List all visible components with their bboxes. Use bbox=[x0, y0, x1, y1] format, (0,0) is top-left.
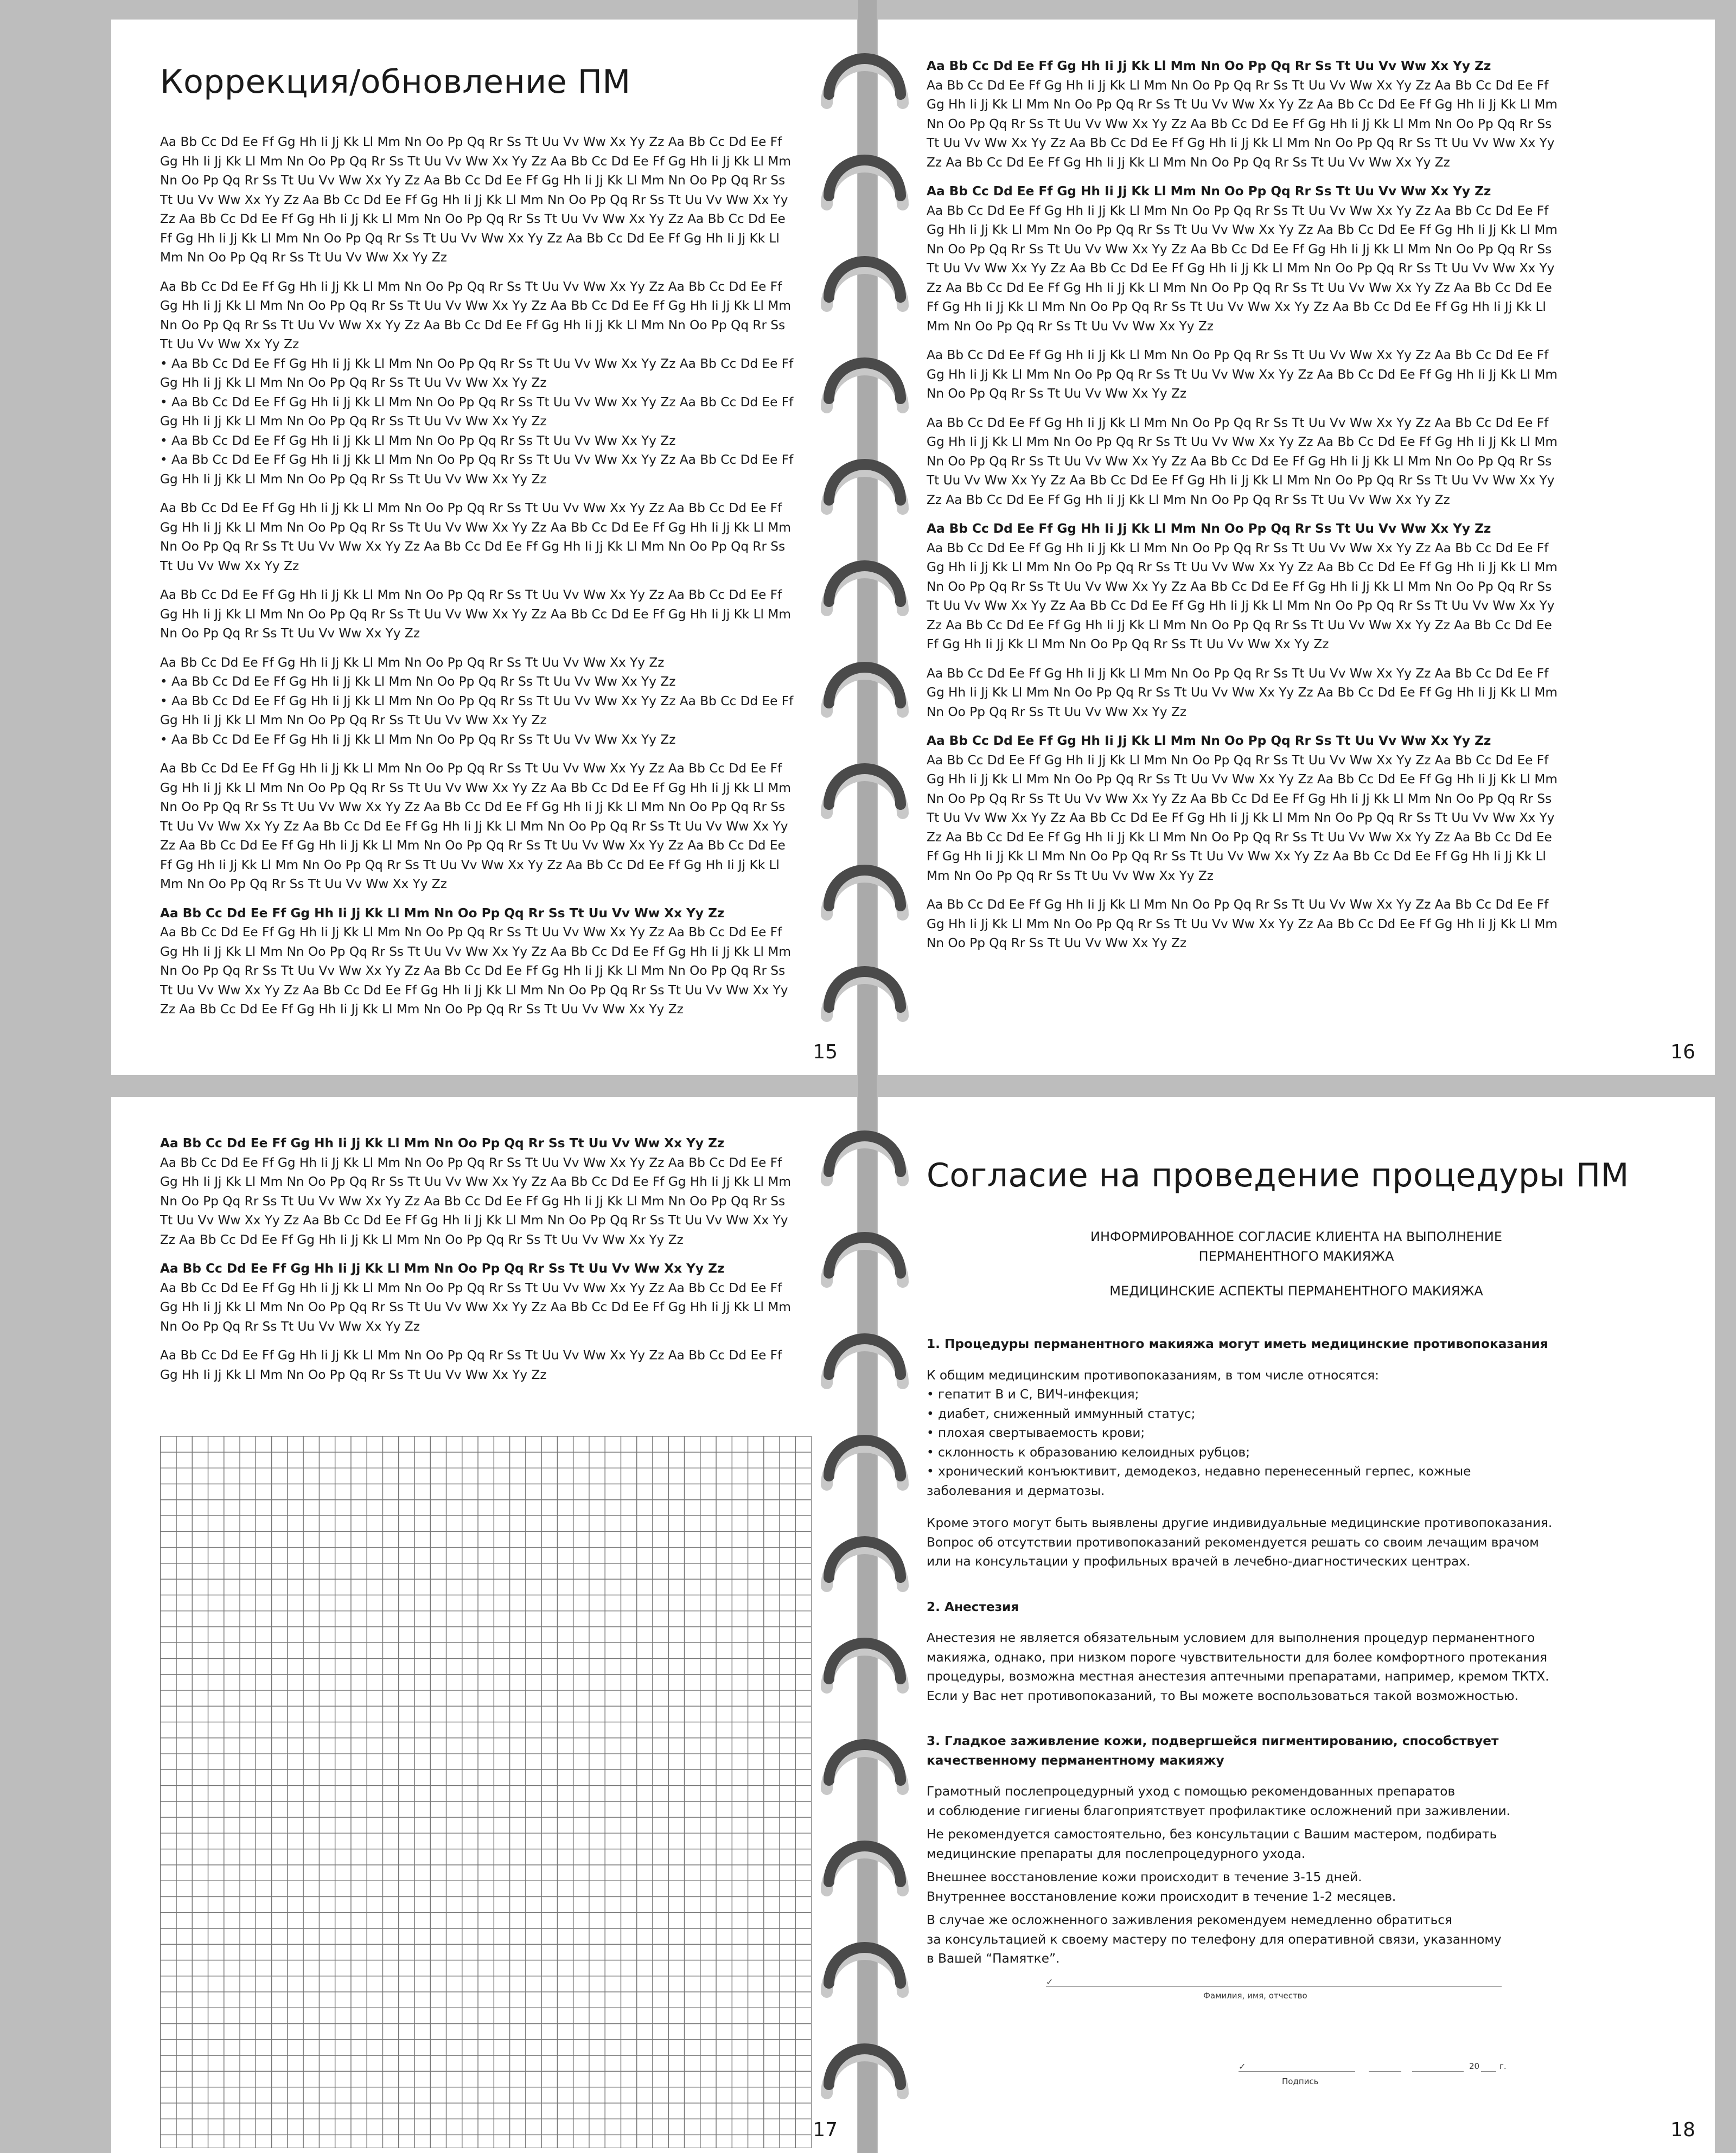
page-number: 18 bbox=[1670, 2119, 1695, 2141]
section-3-title: 3. Гладкое заживление кожи, подвергшейся пигментированию, способствует качественному перманентному макияжу bbox=[927, 1734, 1499, 1768]
graph-paper-grid bbox=[160, 1436, 812, 2148]
paragraph: Aa Bb Cc Dd Ee Ff Gg Hh Ii Jj Kk Ll Mm Nn Oo Pp Qq Rr Ss Tt Uu Vv Ww Xx Yy Zz Aa Bb Cc Dd Ee Ff Gg Hh Ii Jj Kk Ll Mm Nn Oo Pp Qq Rr Ss Tt Uu Vv Ww Xx Yy Zz Aa Bb Cc Dd Ee Ff Gg Hh Ii Jj Kk Ll Mm Nn Oo Pp Qq Rr Ss Tt Uu Vv Ww Xx Yy Zz Aa Bb Cc Dd Ee Ff Gg Hh Ii Jj Kk Ll Mm Nn Oo Pp Qq Rr Ss Tt Uu Vv Ww Xx Yy Zz Aa Bb Cc Dd Ee Ff Gg Hh Ii Jj Kk Ll Mm Nn Oo Pp Qq Rr Ss Tt Uu Vv Ww Xx Yy Zz Aa Bb Cc Dd Ee Ff Gg Hh Ii Jj Kk Ll Mm Nn Oo Pp Qq Rr Ss Tt Uu Vv Ww Xx Yy Zz bbox=[160, 925, 791, 1017]
paragraph: Aa Bb Cc Dd Ee Ff Gg Hh Ii Jj Kk Ll Mm Nn Oo Pp Qq Rr Ss Tt Uu Vv Ww Xx Yy Zz Aa Bb Cc Dd Ee Ff Gg Hh Ii Jj Kk Ll Mm Nn Oo Pp Qq Rr Ss Tt Uu Vv Ww Xx Yy Zz bbox=[160, 1348, 782, 1382]
spiral-ring bbox=[818, 1528, 911, 1593]
spiral-ring bbox=[818, 1832, 911, 1897]
paragraph: Aa Bb Cc Dd Ee Ff Gg Hh Ii Jj Kk Ll Mm Nn Oo Pp Qq Rr Ss Tt Uu Vv Ww Xx Yy Zz Aa Bb Cc Dd Ee Ff Gg Hh Ii Jj Kk Ll Mm Nn Oo Pp Qq Rr Ss Tt Uu Vv Ww Xx Yy Zz Aa Bb Cc Dd Ee Ff Gg Hh Ii Jj Kk Ll Mm Nn Oo Pp Qq Rr Ss Tt Uu Vv Ww Xx Yy Zz Aa Bb Cc Dd Ee Ff Gg Hh Ii Jj Kk Ll Mm Nn Oo Pp Qq Rr Ss Tt Uu Vv Ww Xx Yy Zz Aa Bb Cc Dd Ee Ff Gg Hh Ii Jj Kk Ll Mm Nn Oo Pp Qq Rr Ss Tt Uu Vv Ww Xx Yy Zz Aa Bb Cc Dd Ee Ff Gg Hh Ii Jj Kk Ll Mm Nn Oo Pp Qq Rr Ss Tt Uu Vv Ww Xx Yy Zz Aa Bb Cc Dd Ee Ff Gg Hh Ii Jj Kk Ll Mm Nn Oo Pp Qq Rr Ss Tt Uu Vv Ww Xx Yy Zz Aa Bb Cc Dd Ee Ff Gg Hh Ii Jj Kk Ll Mm Nn Oo Pp Qq Rr Ss Tt Uu Vv Ww Xx Yy Zz bbox=[927, 203, 1558, 334]
signature-label: Подпись bbox=[1282, 2077, 1319, 2086]
paragraph-heading: Aa Bb Cc Dd Ee Ff Gg Hh Ii Jj Kk Ll Mm Nn Oo Pp Qq Rr Ss Tt Uu Vv Ww Xx Yy Zz bbox=[160, 1136, 725, 1151]
checkmark-icon: ✓ bbox=[1046, 1977, 1054, 1987]
date-day-line[interactable] bbox=[1369, 2071, 1401, 2072]
spiral-ring bbox=[818, 1122, 911, 1187]
page-18-content bbox=[927, 1157, 1666, 1978]
bullet-list: • Aa Bb Cc Dd Ee Ff Gg Hh Ii Jj Kk Ll Mm Nn Oo Pp Qq Rr Ss Tt Uu Vv Ww Xx Yy Zz Aa Bb Cc Dd Ee Ff Gg Hh Ii Jj Kk Ll Mm Nn Oo Pp Qq Rr Ss Tt Uu Vv Ww Xx Yy Zz • Aa Bb Cc Dd Ee Ff Gg Hh Ii Jj Kk Ll Mm Nn Oo Pp Qq Rr Ss Tt Uu Vv Ww Xx Yy Zz Aa Bb Cc Dd Ee Ff Gg Hh Ii Jj Kk Ll Mm Nn Oo Pp Qq Rr Ss Tt Uu Vv Ww Xx Yy Zz • Aa Bb Cc Dd Ee Ff Gg Hh Ii Jj Kk Ll Mm Nn Oo Pp Qq Rr Ss Tt Uu Vv Ww Xx Yy Zz • Aa Bb Cc Dd Ee Ff Gg Hh Ii Jj Kk Ll Mm Nn Oo Pp Qq Rr Ss Tt Uu Vv Ww Xx Yy Zz Aa Bb Cc Dd Ee Ff Gg Hh Ii Jj Kk Ll Mm Nn Oo Pp Qq Rr Ss Tt Uu Vv Ww Xx Yy Zz bbox=[160, 356, 794, 487]
section-2-title: 2. Анестезия bbox=[927, 1599, 1019, 1614]
page-17 bbox=[111, 1097, 857, 2153]
spiral-ring bbox=[818, 1325, 911, 1390]
spiral-ring bbox=[818, 1426, 911, 1491]
spiral-ring bbox=[818, 450, 911, 515]
spiral-ring bbox=[818, 2035, 911, 2100]
spiral-ring bbox=[818, 1629, 911, 1694]
page-number: 15 bbox=[813, 1041, 838, 1063]
paragraph: Aa Bb Cc Dd Ee Ff Gg Hh Ii Jj Kk Ll Mm Nn Oo Pp Qq Rr Ss Tt Uu Vv Ww Xx Yy Zz Aa Bb Cc Dd Ee Ff Gg Hh Ii Jj Kk Ll Mm Nn Oo Pp Qq Rr Ss Tt Uu Vv Ww Xx Yy Zz Aa Bb Cc Dd Ee Ff Gg Hh Ii Jj Kk Ll Mm Nn Oo Pp Qq Rr Ss Tt Uu Vv Ww Xx Yy Zz bbox=[160, 1280, 791, 1334]
paragraph: В случае же осложненного заживления рекомендуем немедленно обратиться за консультацией к своему мастеру по телефону для оперативной связи, указанному в Вашей “Памятке”. bbox=[927, 1913, 1502, 1966]
page-number: 17 bbox=[813, 2119, 838, 2141]
paragraph: Aa Bb Cc Dd Ee Ff Gg Hh Ii Jj Kk Ll Mm Nn Oo Pp Qq Rr Ss Tt Uu Vv Ww Xx Yy Zz Aa Bb Cc Dd Ee Ff Gg Hh Ii Jj Kk Ll Mm Nn Oo Pp Qq Rr Ss Tt Uu Vv Ww Xx Yy Zz Aa Bb Cc Dd Ee Ff Gg Hh Ii Jj Kk Ll Mm Nn Oo Pp Qq Rr Ss Tt Uu Vv Ww Xx Yy Zz bbox=[160, 587, 791, 641]
paragraph: Aa Bb Cc Dd Ee Ff Gg Hh Ii Jj Kk Ll Mm Nn Oo Pp Qq Rr Ss Tt Uu Vv Ww Xx Yy Zz Aa Bb Cc Dd Ee Ff Gg Hh Ii Jj Kk Ll Mm Nn Oo Pp Qq Rr Ss Tt Uu Vv Ww Xx Yy Zz Aa Bb Cc Dd Ee Ff Gg Hh Ii Jj Kk Ll Mm Nn Oo Pp Qq Rr Ss Tt Uu Vv Ww Xx Yy Zz Aa Bb Cc Dd Ee Ff Gg Hh Ii Jj Kk Ll Mm Nn Oo Pp Qq Rr Ss Tt Uu Vv Ww Xx Yy Zz Aa Bb Cc Dd Ee Ff Gg Hh Ii Jj Kk Ll Mm Nn Oo Pp Qq Rr Ss Tt Uu Vv Ww Xx Yy Zz Aa Bb Cc Dd Ee Ff Gg Hh Ii Jj Kk Ll Mm Nn Oo Pp Qq Rr Ss Tt Uu Vv Ww Xx Yy Zz Aa Bb Cc Dd Ee Ff Gg Hh Ii Jj Kk Ll Mm Nn Oo Pp Qq Rr Ss Tt Uu Vv Ww Xx Yy Zz Aa Bb Cc Dd Ee Ff Gg Hh Ii Jj Kk Ll Mm Nn Oo Pp Qq Rr Ss Tt Uu Vv Ww Xx Yy Zz bbox=[927, 752, 1558, 883]
paragraph: Aa Bb Cc Dd Ee Ff Gg Hh Ii Jj Kk Ll Mm Nn Oo Pp Qq Rr Ss Tt Uu Vv Ww Xx Yy Zz Aa Bb Cc Dd Ee Ff Gg Hh Ii Jj Kk Ll Mm Nn Oo Pp Qq Rr Ss Tt Uu Vv Ww Xx Yy Zz Aa Bb Cc Dd Ee Ff Gg Hh Ii Jj Kk Ll Mm Nn Oo Pp Qq Rr Ss Tt Uu Vv Ww Xx Yy Zz Aa Bb Cc Dd Ee Ff Gg Hh Ii Jj Kk Ll Mm Nn Oo Pp Qq Rr Ss Tt Uu Vv Ww Xx Yy Zz Aa Bb Cc Dd Ee Ff Gg Hh Ii Jj Kk Ll Mm Nn Oo Pp Qq Rr Ss Tt Uu Vv Ww Xx Yy Zz Aa Bb Cc Dd Ee Ff Gg Hh Ii Jj Kk Ll Mm Nn Oo Pp Qq Rr Ss Tt Uu Vv Ww Xx Yy Zz Aa Bb Cc Dd Ee Ff Gg Hh Ii Jj Kk Ll Mm Nn Oo Pp Qq Rr Ss Tt Uu Vv Ww Xx Yy Zz Aa Bb Cc Dd Ee Ff Gg Hh Ii Jj Kk Ll Mm Nn Oo Pp Qq Rr Ss Tt Uu Vv Ww Xx Yy Zz bbox=[160, 761, 791, 891]
paragraph-heading: Aa Bb Cc Dd Ee Ff Gg Hh Ii Jj Kk Ll Mm Nn Oo Pp Qq Rr Ss Tt Uu Vv Ww Xx Yy Zz bbox=[160, 905, 725, 921]
date-year-suffix: г. bbox=[1499, 2061, 1507, 2071]
signature-line[interactable] bbox=[1239, 2071, 1355, 2072]
paragraph: Aa Bb Cc Dd Ee Ff Gg Hh Ii Jj Kk Ll Mm Nn Oo Pp Qq Rr Ss Tt Uu Vv Ww Xx Yy Zz Aa Bb Cc Dd Ee Ff Gg Hh Ii Jj Kk Ll Mm Nn Oo Pp Qq Rr Ss Tt Uu Vv Ww Xx Yy Zz Aa Bb Cc Dd Ee Ff Gg Hh Ii Jj Kk Ll Mm Nn Oo Pp Qq Rr Ss Tt Uu Vv Ww Xx Yy Zz Aa Bb Cc Dd Ee Ff Gg Hh Ii Jj Kk Ll Mm Nn Oo Pp Qq Rr Ss Tt Uu Vv Ww Xx Yy Zz bbox=[160, 501, 791, 573]
consent-subheading: МЕДИЦИНСКИЕ АСПЕКТЫ ПЕРМАНЕНТНОГО МАКИЯЖА bbox=[1109, 1283, 1483, 1299]
spiral-ring bbox=[818, 957, 911, 1023]
spiral-ring bbox=[818, 1223, 911, 1288]
page-15-content bbox=[160, 63, 825, 1029]
page-16-content bbox=[927, 56, 1682, 963]
paragraph-heading: Aa Bb Cc Dd Ee Ff Gg Hh Ii Jj Kk Ll Mm Nn Oo Pp Qq Rr Ss Tt Uu Vv Ww Xx Yy Zz bbox=[927, 521, 1491, 536]
spiral-ring bbox=[818, 653, 911, 718]
page-title: Коррекция/обновление ПМ bbox=[160, 63, 631, 101]
spiral-ring bbox=[818, 856, 911, 921]
paragraph: Aa Bb Cc Dd Ee Ff Gg Hh Ii Jj Kk Ll Mm Nn Oo Pp Qq Rr Ss Tt Uu Vv Ww Xx Yy Zz Aa Bb Cc Dd Ee Ff Gg Hh Ii Jj Kk Ll Mm Nn Oo Pp Qq Rr Ss Tt Uu Vv Ww Xx Yy Zz Aa Bb Cc Dd Ee Ff Gg Hh Ii Jj Kk Ll Mm Nn Oo Pp Qq Rr Ss Tt Uu Vv Ww Xx Yy Zz Aa Bb Cc Dd Ee Ff Gg Hh Ii Jj Kk Ll Mm Nn Oo Pp Qq Rr Ss Tt Uu Vv Ww Xx Yy Zz Aa Bb Cc Dd Ee Ff Gg Hh Ii Jj Kk Ll Mm Nn Oo Pp Qq Rr Ss Tt Uu Vv Ww Xx Yy Zz Aa Bb Cc Dd Ee Ff Gg Hh Ii Jj Kk Ll Mm Nn Oo Pp Qq Rr Ss Tt Uu Vv Ww Xx Yy Zz bbox=[160, 1155, 791, 1247]
spiral-ring bbox=[818, 755, 911, 820]
spiral-ring bbox=[818, 146, 911, 211]
spiral-ring bbox=[818, 1933, 911, 1998]
checkmark-icon: ✓ bbox=[1239, 2061, 1246, 2072]
paragraph-heading: Aa Bb Cc Dd Ee Ff Gg Hh Ii Jj Kk Ll Mm Nn Oo Pp Qq Rr Ss Tt Uu Vv Ww Xx Yy Zz bbox=[160, 1261, 725, 1276]
page-17-content bbox=[160, 1134, 825, 1394]
paragraph: Aa Bb Cc Dd Ee Ff Gg Hh Ii Jj Kk Ll Mm Nn Oo Pp Qq Rr Ss Tt Uu Vv Ww Xx Yy Zz Aa Bb Cc Dd Ee Ff Gg Hh Ii Jj Kk Ll Mm Nn Oo Pp Qq Rr Ss Tt Uu Vv Ww Xx Yy Zz Aa Bb Cc Dd Ee Ff Gg Hh Ii Jj Kk Ll Mm Nn Oo Pp Qq Rr Ss Tt Uu Vv Ww Xx Yy Zz Aa Bb Cc Dd Ee Ff Gg Hh Ii Jj Kk Ll Mm Nn Oo Pp Qq Rr Ss Tt Uu Vv Ww Xx Yy Zz Aa Bb Cc Dd Ee Ff Gg Hh Ii Jj Kk Ll Mm Nn Oo Pp Qq Rr Ss Tt Uu Vv Ww Xx Yy Zz Aa Bb Cc Dd Ee Ff Gg Hh Ii Jj Kk Ll Mm Nn Oo Pp Qq Rr Ss Tt Uu Vv Ww Xx Yy Zz Aa Bb Cc Dd Ee Ff Gg Hh Ii Jj Kk Ll Mm Nn Oo Pp Qq Rr Ss Tt Uu Vv Ww Xx Yy Zz bbox=[927, 540, 1558, 651]
paragraph: Анестезия не является обязательным условием для выполнения процедур перманентного макияжа, однако, при низком пороге чувствительности для более комфортного протекания процедуры, возможна местная анестезия аптечными препаратами, например, кремом ТКТХ. Если у Вас нет противопоказаний, то Вы можете воспользоваться такой возможностью. bbox=[927, 1631, 1549, 1703]
paragraph: Aa Bb Cc Dd Ee Ff Gg Hh Ii Jj Kk Ll Mm Nn Oo Pp Qq Rr Ss Tt Uu Vv Ww Xx Yy Zz Aa Bb Cc Dd Ee Ff Gg Hh Ii Jj Kk Ll Mm Nn Oo Pp Qq Rr Ss Tt Uu Vv Ww Xx Yy Zz Aa Bb Cc Dd Ee Ff Gg Hh Ii Jj Kk Ll Mm Nn Oo Pp Qq Rr Ss Tt Uu Vv Ww Xx Yy Zz bbox=[927, 666, 1558, 719]
spiral-ring bbox=[818, 349, 911, 414]
paragraph: Кроме этого могут быть выявлены другие индивидуальные медицинские противопоказания. Вопрос об отсутствии противопоказаний рекомендуется решать со своим лечащим врачом или на консультации у профильных врачей в лечебно-диагностических центрах. bbox=[927, 1516, 1553, 1569]
spiral-ring bbox=[818, 247, 911, 312]
consent-heading: ИНФОРМИРОВАННОЕ СОГЛАСИЕ КЛИЕНТА НА ВЫПОЛНЕНИЕ ПЕРМАНЕНТНОГО МАКИЯЖА bbox=[1090, 1229, 1502, 1264]
paragraph: Aa Bb Cc Dd Ee Ff Gg Hh Ii Jj Kk Ll Mm Nn Oo Pp Qq Rr Ss Tt Uu Vv Ww Xx Yy Zz Aa Bb Cc Dd Ee Ff Gg Hh Ii Jj Kk Ll Mm Nn Oo Pp Qq Rr Ss Tt Uu Vv Ww Xx Yy Zz Aa Bb Cc Dd Ee Ff Gg Hh Ii Jj Kk Ll Mm Nn Oo Pp Qq Rr Ss Tt Uu Vv Ww Xx Yy Zz Aa Bb Cc Dd Ee Ff Gg Hh Ii Jj Kk Ll Mm Nn Oo Pp Qq Rr Ss Tt Uu Vv Ww Xx Yy Zz Aa Bb Cc Dd Ee Ff Gg Hh Ii Jj Kk Ll Mm Nn Oo Pp Qq Rr Ss Tt Uu Vv Ww Xx Yy Zz Aa Bb Cc Dd Ee Ff Gg Hh Ii Jj Kk Ll Mm Nn Oo Pp Qq Rr Ss Tt Uu Vv Ww Xx Yy Zz bbox=[927, 415, 1558, 507]
paragraph: Aa Bb Cc Dd Ee Ff Gg Hh Ii Jj Kk Ll Mm Nn Oo Pp Qq Rr Ss Tt Uu Vv Ww Xx Yy Zz Aa Bb Cc Dd Ee Ff Gg Hh Ii Jj Kk Ll Mm Nn Oo Pp Qq Rr Ss Tt Uu Vv Ww Xx Yy Zz Aa Bb Cc Dd Ee Ff Gg Hh Ii Jj Kk Ll Mm Nn Oo Pp Qq Rr Ss Tt Uu Vv Ww Xx Yy Zz bbox=[927, 348, 1558, 401]
section-1-title: 1. Процедуры перманентного макияжа могут иметь медицинские противопоказания bbox=[927, 1337, 1548, 1351]
paragraph: Aa Bb Cc Dd Ee Ff Gg Hh Ii Jj Kk Ll Mm Nn Oo Pp Qq Rr Ss Tt Uu Vv Ww Xx Yy Zz Aa Bb Cc Dd Ee Ff Gg Hh Ii Jj Kk Ll Mm Nn Oo Pp Qq Rr Ss Tt Uu Vv Ww Xx Yy Zz Aa Bb Cc Dd Ee Ff Gg Hh Ii Jj Kk Ll Mm Nn Oo Pp Qq Rr Ss Tt Uu Vv Ww Xx Yy Zz Aa Bb Cc Dd Ee Ff Gg Hh Ii Jj Kk Ll Mm Nn Oo Pp Qq Rr Ss Tt Uu Vv Ww Xx Yy Zz Aa Bb Cc Dd Ee Ff Gg Hh Ii Jj Kk Ll Mm Nn Oo Pp Qq Rr Ss Tt Uu Vv Ww Xx Yy Zz Aa Bb Cc Dd Ee Ff Gg Hh Ii Jj Kk Ll Mm Nn Oo Pp Qq Rr Ss Tt Uu Vv Ww Xx Yy Zz bbox=[927, 78, 1558, 170]
bullet-list: Aa Bb Cc Dd Ee Ff Gg Hh Ii Jj Kk Ll Mm Nn Oo Pp Qq Rr Ss Tt Uu Vv Ww Xx Yy Zz • Aa Bb Cc Dd Ee Ff Gg Hh Ii Jj Kk Ll Mm Nn Oo Pp Qq Rr Ss Tt Uu Vv Ww Xx Yy Zz • Aa Bb Cc Dd Ee Ff Gg Hh Ii Jj Kk Ll Mm Nn Oo Pp Qq Rr Ss Tt Uu Vv Ww Xx Yy Zz Aa Bb Cc Dd Ee Ff Gg Hh Ii Jj Kk Ll Mm Nn Oo Pp Qq Rr Ss Tt Uu Vv Ww Xx Yy Zz • Aa Bb Cc Dd Ee Ff Gg Hh Ii Jj Kk Ll Mm Nn Oo Pp Qq Rr Ss Tt Uu Vv Ww Xx Yy Zz bbox=[160, 655, 794, 747]
date-year-prefix: 20 bbox=[1469, 2061, 1480, 2071]
spiral-ring bbox=[818, 1730, 911, 1796]
contraindications-list: • гепатит В и С, ВИЧ-инфекция; • диабет, сниженный иммунный статус; • плохая свертываемость крови; • склонность к образованию келоидных рубцов; • хронический конъюктивит, демодекоз, недавно перенесенный герпес, кожные заболевания и дерматозы. bbox=[927, 1387, 1471, 1498]
paragraph: Не рекомендуется самостоятельно, без консультации с Вашим мастером, подбирать медицинские препараты для послепроцедурного ухода. bbox=[927, 1827, 1497, 1861]
paragraph: Внешнее восстановление кожи происходит в течение 3-15 дней. Внутреннее восстановление кожи происходит в течение 1-2 месяцев. bbox=[927, 1870, 1396, 1904]
page-title: Согласие на проведение процедуры ПМ bbox=[927, 1157, 1629, 1194]
paragraph: Aa Bb Cc Dd Ee Ff Gg Hh Ii Jj Kk Ll Mm Nn Oo Pp Qq Rr Ss Tt Uu Vv Ww Xx Yy Zz Aa Bb Cc Dd Ee Ff Gg Hh Ii Jj Kk Ll Mm Nn Oo Pp Qq Rr Ss Tt Uu Vv Ww Xx Yy Zz Aa Bb Cc Dd Ee Ff Gg Hh Ii Jj Kk Ll Mm Nn Oo Pp Qq Rr Ss Tt Uu Vv Ww Xx Yy Zz bbox=[927, 897, 1558, 950]
binding-spine bbox=[858, 0, 877, 2153]
spiral-ring bbox=[818, 552, 911, 617]
page-15 bbox=[111, 20, 857, 1075]
page-number: 16 bbox=[1670, 1041, 1695, 1063]
full-name-line[interactable] bbox=[1046, 1986, 1502, 1987]
paragraph: Aa Bb Cc Dd Ee Ff Gg Hh Ii Jj Kk Ll Mm Nn Oo Pp Qq Rr Ss Tt Uu Vv Ww Xx Yy Zz Aa Bb Cc Dd Ee Ff Gg Hh Ii Jj Kk Ll Mm Nn Oo Pp Qq Rr Ss Tt Uu Vv Ww Xx Yy Zz Aa Bb Cc Dd Ee Ff Gg Hh Ii Jj Kk Ll Mm Nn Oo Pp Qq Rr Ss Tt Uu Vv Ww Xx Yy Zz Aa Bb Cc Dd Ee Ff Gg Hh Ii Jj Kk Ll Mm Nn Oo Pp Qq Rr Ss Tt Uu Vv Ww Xx Yy Zz bbox=[160, 279, 791, 352]
spiral-ring bbox=[818, 44, 911, 110]
paragraph: К общим медицинским противопоказаниям, в том числе относятся: bbox=[927, 1368, 1379, 1383]
paragraph-heading: Aa Bb Cc Dd Ee Ff Gg Hh Ii Jj Kk Ll Mm Nn Oo Pp Qq Rr Ss Tt Uu Vv Ww Xx Yy Zz bbox=[927, 59, 1491, 73]
paragraph-heading: Aa Bb Cc Dd Ee Ff Gg Hh Ii Jj Kk Ll Mm Nn Oo Pp Qq Rr Ss Tt Uu Vv Ww Xx Yy Zz bbox=[927, 733, 1491, 748]
date-month-line[interactable] bbox=[1412, 2071, 1464, 2072]
full-name-label: Фамилия, имя, отчество bbox=[1203, 1991, 1307, 2001]
page-16 bbox=[878, 20, 1715, 1075]
date-year-line[interactable] bbox=[1481, 2071, 1496, 2072]
paragraph-heading: Aa Bb Cc Dd Ee Ff Gg Hh Ii Jj Kk Ll Mm Nn Oo Pp Qq Rr Ss Tt Uu Vv Ww Xx Yy Zz bbox=[927, 184, 1491, 199]
page-18 bbox=[878, 1097, 1715, 2153]
paragraph: Грамотный послепроцедурный уход с помощью рекомендованных препаратов и соблюдение гигиены благоприятствует профилактике осложнений при заживлении. bbox=[927, 1784, 1511, 1818]
paragraph: Aa Bb Cc Dd Ee Ff Gg Hh Ii Jj Kk Ll Mm Nn Oo Pp Qq Rr Ss Tt Uu Vv Ww Xx Yy Zz Aa Bb Cc Dd Ee Ff Gg Hh Ii Jj Kk Ll Mm Nn Oo Pp Qq Rr Ss Tt Uu Vv Ww Xx Yy Zz Aa Bb Cc Dd Ee Ff Gg Hh Ii Jj Kk Ll Mm Nn Oo Pp Qq Rr Ss Tt Uu Vv Ww Xx Yy Zz Aa Bb Cc Dd Ee Ff Gg Hh Ii Jj Kk Ll Mm Nn Oo Pp Qq Rr Ss Tt Uu Vv Ww Xx Yy Zz Aa Bb Cc Dd Ee Ff Gg Hh Ii Jj Kk Ll Mm Nn Oo Pp Qq Rr Ss Tt Uu Vv Ww Xx Yy Zz Aa Bb Cc Dd Ee Ff Gg Hh Ii Jj Kk Ll Mm Nn Oo Pp Qq Rr Ss Tt Uu Vv Ww Xx Yy Zz Aa Bb Cc Dd Ee Ff Gg Hh Ii Jj Kk Ll Mm Nn Oo Pp Qq Rr Ss Tt Uu Vv Ww Xx Yy Zz Aa Bb Cc Dd Ee Ff Gg Hh Ii Jj Kk Ll Mm Nn Oo Pp Qq Rr Ss Tt Uu Vv Ww Xx Yy Zz bbox=[160, 135, 791, 265]
